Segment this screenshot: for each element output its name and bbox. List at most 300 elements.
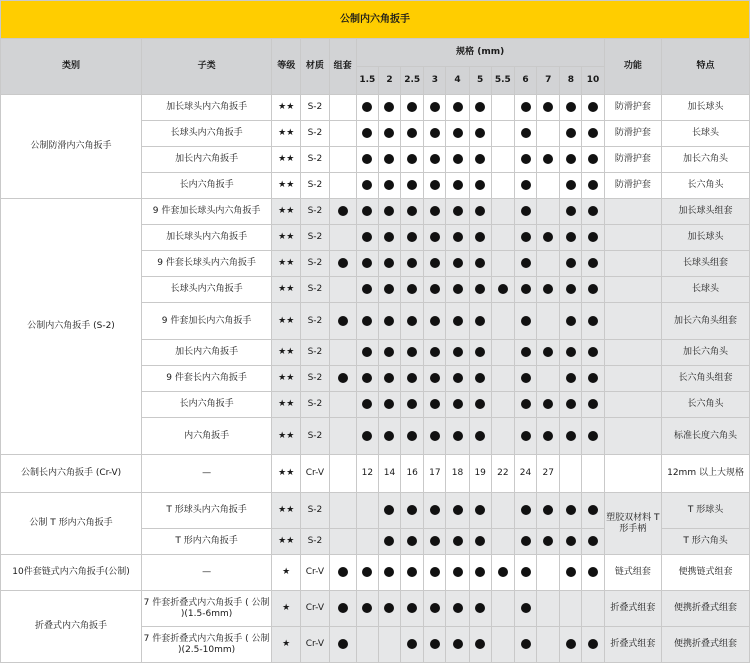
- size-available-cell: [446, 303, 469, 340]
- available-dot-icon: [407, 258, 417, 268]
- available-dot-icon: [430, 154, 440, 164]
- grade-cell: ★★: [272, 418, 301, 455]
- material-cell: Cr-V: [301, 627, 329, 663]
- header-size-7: 6: [514, 67, 536, 95]
- size-available-cell: [424, 121, 446, 147]
- available-dot-icon: [407, 639, 417, 649]
- available-dot-icon: [521, 567, 531, 577]
- size-available-cell: [446, 277, 469, 303]
- size-available-cell: [424, 199, 446, 225]
- subcategory-cell: T 形内六角扳手: [142, 529, 272, 555]
- header-size-10: 10: [582, 67, 604, 95]
- available-dot-icon: [588, 128, 598, 138]
- size-available-cell: [356, 366, 378, 392]
- material-cell: S-2: [301, 418, 329, 455]
- grade-cell: ★: [272, 627, 301, 663]
- function-cell: [604, 418, 661, 455]
- available-dot-icon: [384, 102, 394, 112]
- subcategory-cell: 加长球头内六角扳手: [142, 95, 272, 121]
- size-available-cell: [401, 199, 424, 225]
- available-dot-icon: [588, 258, 598, 268]
- available-dot-icon: [588, 567, 598, 577]
- available-dot-icon: [430, 373, 440, 383]
- header-size-9: 8: [560, 67, 582, 95]
- grade-cell: ★: [272, 555, 301, 591]
- size-available-cell: [582, 366, 604, 392]
- available-dot-icon: [407, 431, 417, 441]
- size-available-cell: [356, 225, 378, 251]
- available-dot-icon: [566, 232, 576, 242]
- size-empty-cell: [491, 366, 514, 392]
- size-available-cell: [560, 199, 582, 225]
- size-available-cell: [446, 366, 469, 392]
- size-available-cell: [537, 340, 560, 366]
- size-available-cell: [560, 95, 582, 121]
- available-dot-icon: [453, 206, 463, 216]
- size-available-cell: [424, 173, 446, 199]
- feature-cell: 加长六角头: [662, 340, 750, 366]
- material-cell: S-2: [301, 340, 329, 366]
- size-empty-cell: [378, 627, 400, 663]
- size-available-cell: [537, 392, 560, 418]
- size-available-cell: [446, 392, 469, 418]
- available-dot-icon: [588, 399, 598, 409]
- available-dot-icon: [453, 431, 463, 441]
- size-available-cell: [424, 147, 446, 173]
- function-cell: [604, 392, 661, 418]
- material-cell: Cr-V: [301, 591, 329, 627]
- size-available-cell: [469, 225, 491, 251]
- set-dot-icon: [338, 258, 348, 268]
- size-available-cell: [514, 95, 536, 121]
- available-dot-icon: [566, 258, 576, 268]
- size-empty-cell: [491, 95, 514, 121]
- available-dot-icon: [407, 567, 417, 577]
- size-available-cell: [514, 493, 536, 529]
- size-empty-cell: [491, 173, 514, 199]
- available-dot-icon: [362, 603, 372, 613]
- available-dot-icon: [384, 536, 394, 546]
- available-dot-icon: [475, 258, 485, 268]
- size-empty-cell: [491, 147, 514, 173]
- size-empty-cell: [582, 455, 604, 493]
- size-value-cell: 16: [401, 455, 424, 493]
- set-cell: [329, 251, 356, 277]
- available-dot-icon: [407, 102, 417, 112]
- size-empty-cell: [537, 627, 560, 663]
- grade-cell: ★★: [272, 340, 301, 366]
- size-available-cell: [469, 277, 491, 303]
- function-cell: 防滑护套: [604, 147, 661, 173]
- size-available-cell: [469, 366, 491, 392]
- size-available-cell: [560, 147, 582, 173]
- size-available-cell: [560, 366, 582, 392]
- available-dot-icon: [430, 128, 440, 138]
- material-cell: S-2: [301, 303, 329, 340]
- subcategory-cell: 9 件套长内六角扳手: [142, 366, 272, 392]
- size-available-cell: [560, 340, 582, 366]
- size-available-cell: [378, 121, 400, 147]
- available-dot-icon: [384, 232, 394, 242]
- size-available-cell: [582, 225, 604, 251]
- size-value-cell: 22: [491, 455, 514, 493]
- available-dot-icon: [407, 373, 417, 383]
- size-empty-cell: [537, 173, 560, 199]
- material-cell: S-2: [301, 173, 329, 199]
- size-empty-cell: [356, 493, 378, 529]
- size-available-cell: [446, 251, 469, 277]
- set-cell: [329, 418, 356, 455]
- size-available-cell: [514, 555, 536, 591]
- size-available-cell: [401, 627, 424, 663]
- function-cell: 防滑护套: [604, 173, 661, 199]
- available-dot-icon: [521, 180, 531, 190]
- available-dot-icon: [453, 536, 463, 546]
- size-available-cell: [356, 555, 378, 591]
- available-dot-icon: [566, 536, 576, 546]
- size-available-cell: [401, 529, 424, 555]
- size-available-cell: [424, 340, 446, 366]
- material-cell: S-2: [301, 199, 329, 225]
- available-dot-icon: [407, 603, 417, 613]
- size-available-cell: [469, 591, 491, 627]
- available-dot-icon: [588, 180, 598, 190]
- header-subcategory: 子类: [142, 39, 272, 95]
- available-dot-icon: [588, 232, 598, 242]
- available-dot-icon: [453, 180, 463, 190]
- available-dot-icon: [543, 232, 553, 242]
- size-available-cell: [356, 591, 378, 627]
- available-dot-icon: [543, 431, 553, 441]
- available-dot-icon: [475, 399, 485, 409]
- available-dot-icon: [362, 128, 372, 138]
- function-cell: 防滑护套: [604, 95, 661, 121]
- subcategory-cell: 9 件套长球头内六角扳手: [142, 251, 272, 277]
- function-cell: [604, 251, 661, 277]
- available-dot-icon: [588, 505, 598, 515]
- size-available-cell: [378, 591, 400, 627]
- size-available-cell: [446, 627, 469, 663]
- set-dot-icon: [338, 639, 348, 649]
- feature-cell: T 形六角头: [662, 529, 750, 555]
- material-cell: Cr-V: [301, 555, 329, 591]
- size-available-cell: [401, 277, 424, 303]
- size-available-cell: [582, 303, 604, 340]
- size-available-cell: [424, 392, 446, 418]
- size-value-cell: 18: [446, 455, 469, 493]
- available-dot-icon: [430, 399, 440, 409]
- size-available-cell: [356, 121, 378, 147]
- material-cell: S-2: [301, 95, 329, 121]
- available-dot-icon: [430, 102, 440, 112]
- size-empty-cell: [491, 392, 514, 418]
- available-dot-icon: [362, 431, 372, 441]
- subcategory-cell: 9 件套加长内六角扳手: [142, 303, 272, 340]
- size-available-cell: [446, 121, 469, 147]
- set-cell: [329, 121, 356, 147]
- available-dot-icon: [362, 232, 372, 242]
- size-available-cell: [514, 225, 536, 251]
- available-dot-icon: [543, 284, 553, 294]
- available-dot-icon: [521, 536, 531, 546]
- size-available-cell: [356, 418, 378, 455]
- size-available-cell: [446, 340, 469, 366]
- size-value-cell: 17: [424, 455, 446, 493]
- grade-cell: ★★: [272, 493, 301, 529]
- available-dot-icon: [384, 128, 394, 138]
- function-cell: [604, 366, 661, 392]
- size-available-cell: [401, 555, 424, 591]
- function-cell: [604, 455, 661, 493]
- available-dot-icon: [566, 347, 576, 357]
- available-dot-icon: [588, 316, 598, 326]
- size-available-cell: [446, 147, 469, 173]
- header-set: 组套: [329, 39, 356, 95]
- available-dot-icon: [498, 284, 508, 294]
- available-dot-icon: [475, 316, 485, 326]
- size-available-cell: [582, 147, 604, 173]
- size-available-cell: [537, 95, 560, 121]
- size-available-cell: [446, 591, 469, 627]
- material-cell: S-2: [301, 529, 329, 555]
- size-available-cell: [356, 147, 378, 173]
- available-dot-icon: [362, 347, 372, 357]
- size-available-cell: [582, 277, 604, 303]
- grade-cell: ★★: [272, 121, 301, 147]
- available-dot-icon: [453, 316, 463, 326]
- size-available-cell: [378, 147, 400, 173]
- feature-cell: 加长球头组套: [662, 199, 750, 225]
- feature-cell: 长六角头: [662, 392, 750, 418]
- size-available-cell: [401, 173, 424, 199]
- available-dot-icon: [453, 399, 463, 409]
- available-dot-icon: [453, 603, 463, 613]
- available-dot-icon: [453, 102, 463, 112]
- size-value-cell: 24: [514, 455, 536, 493]
- size-available-cell: [424, 529, 446, 555]
- size-empty-cell: [356, 627, 378, 663]
- available-dot-icon: [475, 154, 485, 164]
- available-dot-icon: [453, 505, 463, 515]
- available-dot-icon: [430, 536, 440, 546]
- size-available-cell: [514, 277, 536, 303]
- size-available-cell: [378, 392, 400, 418]
- available-dot-icon: [362, 154, 372, 164]
- table-row: [1, 199, 750, 225]
- function-cell: [604, 340, 661, 366]
- size-available-cell: [560, 418, 582, 455]
- size-available-cell: [469, 303, 491, 340]
- feature-cell: 标准长度六角头: [662, 418, 750, 455]
- available-dot-icon: [566, 180, 576, 190]
- size-available-cell: [537, 493, 560, 529]
- size-available-cell: [560, 121, 582, 147]
- set-cell: [329, 529, 356, 555]
- size-available-cell: [514, 529, 536, 555]
- size-available-cell: [514, 251, 536, 277]
- header-size-5: 5: [469, 67, 491, 95]
- size-available-cell: [356, 199, 378, 225]
- size-available-cell: [560, 555, 582, 591]
- set-cell: [329, 277, 356, 303]
- available-dot-icon: [521, 154, 531, 164]
- available-dot-icon: [566, 639, 576, 649]
- header-spec: 规格 (mm): [356, 39, 604, 67]
- set-cell: [329, 95, 356, 121]
- category-cell: 折叠式内六角扳手: [1, 591, 142, 663]
- function-cell: 链式组套: [604, 555, 661, 591]
- size-available-cell: [514, 173, 536, 199]
- available-dot-icon: [453, 639, 463, 649]
- subcategory-cell: 内六角扳手: [142, 418, 272, 455]
- available-dot-icon: [407, 399, 417, 409]
- available-dot-icon: [430, 347, 440, 357]
- size-available-cell: [446, 225, 469, 251]
- available-dot-icon: [543, 102, 553, 112]
- size-available-cell: [582, 418, 604, 455]
- available-dot-icon: [384, 180, 394, 190]
- size-available-cell: [491, 277, 514, 303]
- feature-cell: 长球头: [662, 277, 750, 303]
- size-available-cell: [446, 95, 469, 121]
- feature-cell: T 形球头: [662, 493, 750, 529]
- header-category: 类别: [1, 39, 142, 95]
- available-dot-icon: [475, 536, 485, 546]
- available-dot-icon: [588, 536, 598, 546]
- size-empty-cell: [491, 121, 514, 147]
- size-available-cell: [537, 277, 560, 303]
- available-dot-icon: [430, 284, 440, 294]
- available-dot-icon: [588, 347, 598, 357]
- size-empty-cell: [356, 529, 378, 555]
- size-available-cell: [469, 95, 491, 121]
- size-available-cell: [469, 529, 491, 555]
- header-size-6: 5.5: [491, 67, 514, 95]
- available-dot-icon: [475, 180, 485, 190]
- function-cell: 折叠式组套: [604, 591, 661, 627]
- table-row: [1, 555, 750, 591]
- size-available-cell: [424, 366, 446, 392]
- set-cell: [329, 340, 356, 366]
- size-empty-cell: [537, 251, 560, 277]
- available-dot-icon: [475, 431, 485, 441]
- available-dot-icon: [362, 373, 372, 383]
- function-cell: [604, 277, 661, 303]
- size-available-cell: [514, 303, 536, 340]
- size-empty-cell: [537, 555, 560, 591]
- size-available-cell: [356, 277, 378, 303]
- available-dot-icon: [407, 536, 417, 546]
- available-dot-icon: [566, 206, 576, 216]
- available-dot-icon: [521, 232, 531, 242]
- set-cell: [329, 225, 356, 251]
- size-available-cell: [469, 121, 491, 147]
- available-dot-icon: [521, 258, 531, 268]
- available-dot-icon: [521, 316, 531, 326]
- available-dot-icon: [566, 316, 576, 326]
- set-cell: [329, 591, 356, 627]
- size-available-cell: [514, 147, 536, 173]
- header-grade: 等级: [272, 39, 301, 95]
- available-dot-icon: [384, 206, 394, 216]
- size-available-cell: [514, 627, 536, 663]
- available-dot-icon: [407, 316, 417, 326]
- available-dot-icon: [475, 128, 485, 138]
- available-dot-icon: [475, 284, 485, 294]
- subcategory-cell: 长球头内六角扳手: [142, 277, 272, 303]
- size-available-cell: [378, 529, 400, 555]
- size-available-cell: [401, 392, 424, 418]
- available-dot-icon: [407, 284, 417, 294]
- available-dot-icon: [588, 102, 598, 112]
- header-size-4: 4: [446, 67, 469, 95]
- available-dot-icon: [521, 373, 531, 383]
- size-available-cell: [378, 493, 400, 529]
- available-dot-icon: [566, 431, 576, 441]
- available-dot-icon: [588, 154, 598, 164]
- available-dot-icon: [521, 505, 531, 515]
- set-dot-icon: [338, 603, 348, 613]
- material-cell: S-2: [301, 147, 329, 173]
- available-dot-icon: [543, 536, 553, 546]
- available-dot-icon: [475, 505, 485, 515]
- available-dot-icon: [543, 399, 553, 409]
- material-cell: S-2: [301, 277, 329, 303]
- size-available-cell: [582, 627, 604, 663]
- available-dot-icon: [475, 639, 485, 649]
- size-available-cell: [582, 529, 604, 555]
- available-dot-icon: [521, 639, 531, 649]
- available-dot-icon: [384, 373, 394, 383]
- material-cell: S-2: [301, 251, 329, 277]
- material-cell: S-2: [301, 121, 329, 147]
- set-cell: [329, 493, 356, 529]
- available-dot-icon: [566, 399, 576, 409]
- available-dot-icon: [475, 567, 485, 577]
- feature-cell: 长球头组套: [662, 251, 750, 277]
- available-dot-icon: [521, 128, 531, 138]
- function-cell: [604, 303, 661, 340]
- available-dot-icon: [430, 206, 440, 216]
- size-available-cell: [401, 340, 424, 366]
- set-cell: [329, 303, 356, 340]
- size-available-cell: [378, 418, 400, 455]
- size-available-cell: [356, 340, 378, 366]
- available-dot-icon: [566, 128, 576, 138]
- set-dot-icon: [338, 373, 348, 383]
- grade-cell: ★★: [272, 199, 301, 225]
- header-size-1: 2: [378, 67, 400, 95]
- size-available-cell: [582, 493, 604, 529]
- size-empty-cell: [491, 529, 514, 555]
- size-available-cell: [424, 591, 446, 627]
- grade-cell: ★★: [272, 392, 301, 418]
- size-empty-cell: [537, 303, 560, 340]
- size-empty-cell: [491, 340, 514, 366]
- available-dot-icon: [475, 603, 485, 613]
- size-available-cell: [560, 173, 582, 199]
- available-dot-icon: [453, 154, 463, 164]
- available-dot-icon: [407, 154, 417, 164]
- available-dot-icon: [475, 232, 485, 242]
- size-available-cell: [582, 340, 604, 366]
- available-dot-icon: [407, 505, 417, 515]
- size-empty-cell: [537, 199, 560, 225]
- feature-cell: 长球头: [662, 121, 750, 147]
- available-dot-icon: [566, 373, 576, 383]
- available-dot-icon: [384, 567, 394, 577]
- size-available-cell: [469, 627, 491, 663]
